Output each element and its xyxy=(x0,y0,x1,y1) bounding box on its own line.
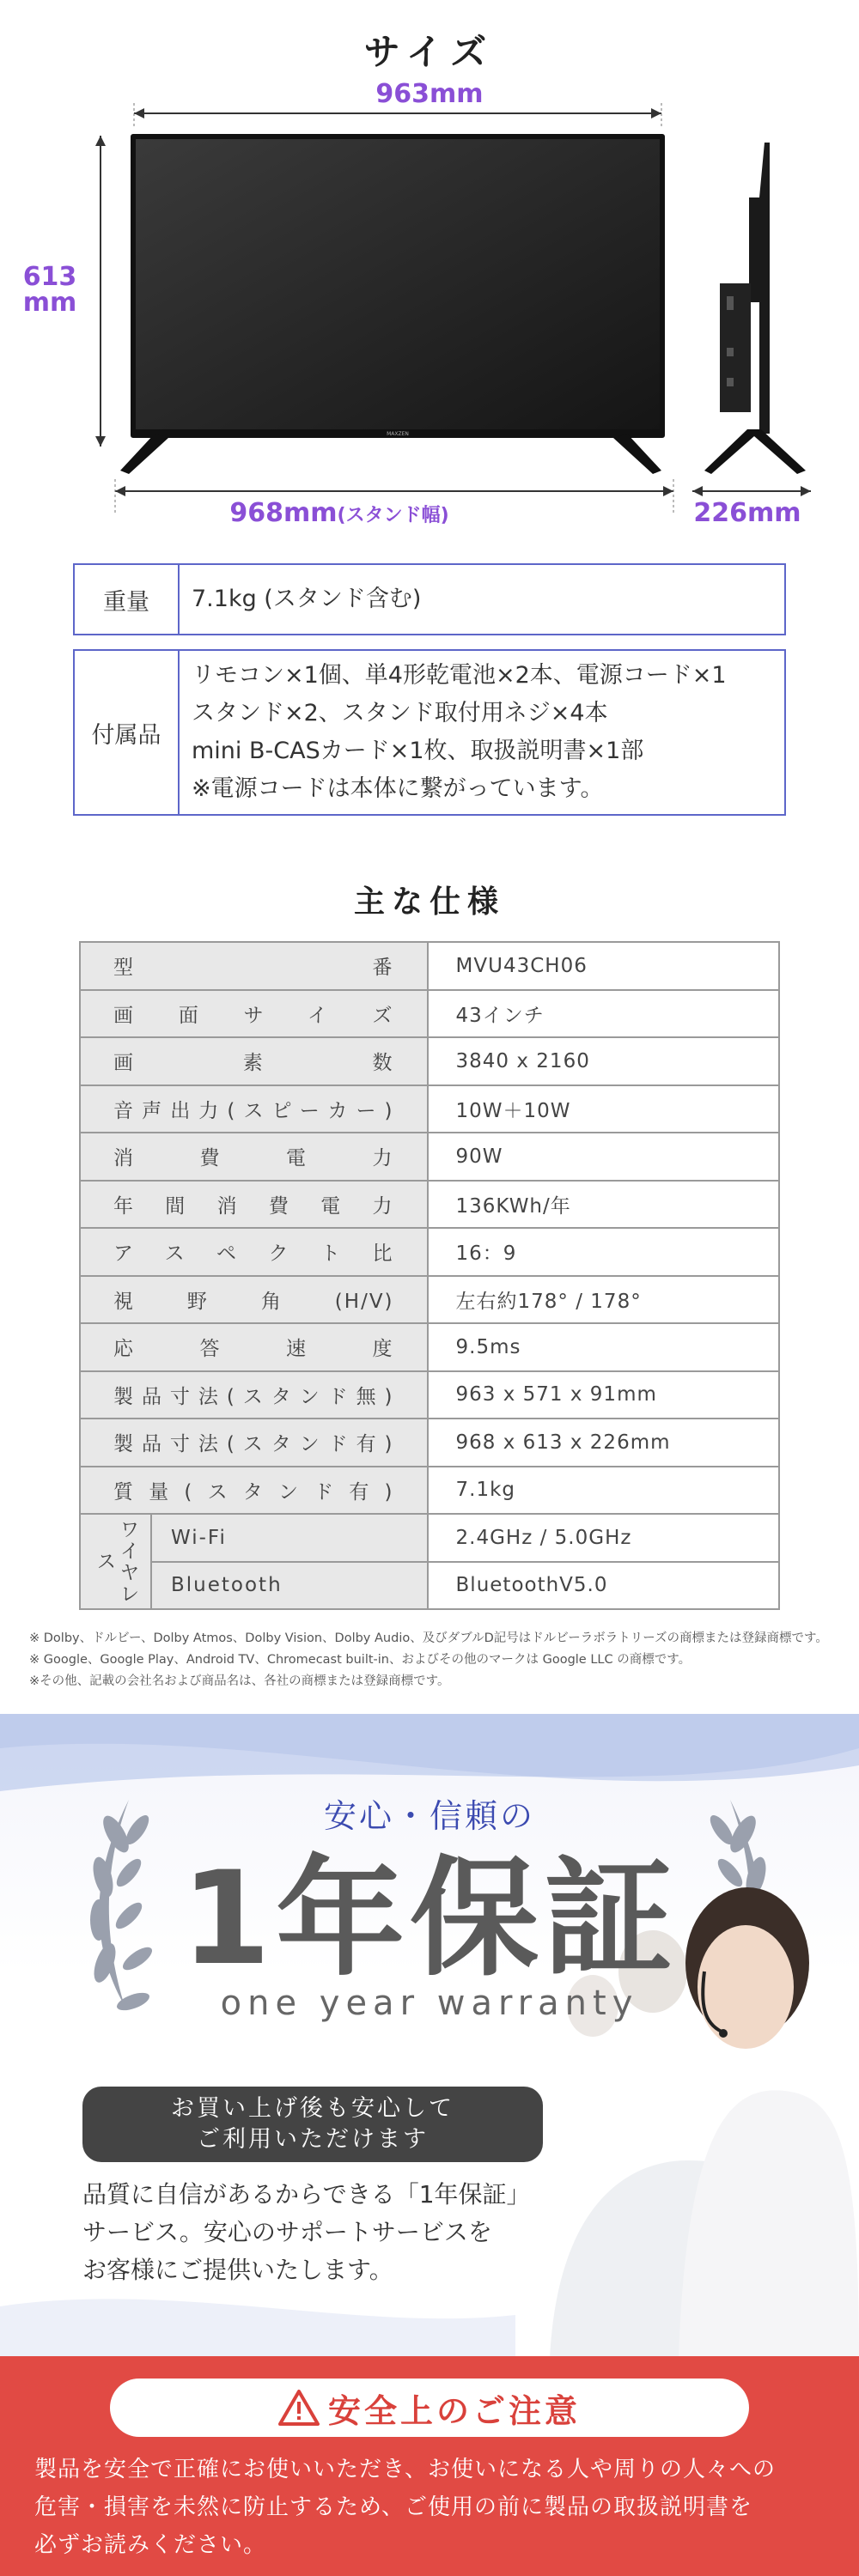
spec-value: 136KWh/年 xyxy=(428,1181,779,1229)
spec-value: 16：9 xyxy=(428,1228,779,1276)
note-line: ※その他、記載の会社名および商品名は、各社の商標または登録商標です。 xyxy=(29,1674,450,1688)
tv-front-illustration xyxy=(120,134,665,474)
height-unit: mm xyxy=(22,288,77,318)
spec-table xyxy=(79,941,780,1610)
size-diagram xyxy=(0,0,859,550)
spec-value: 7.1kg xyxy=(428,1467,779,1515)
brand-mark: MAXZEN xyxy=(387,431,409,437)
table-row xyxy=(80,1467,779,1515)
table-row xyxy=(80,1181,779,1229)
table-row xyxy=(80,1514,779,1562)
table-row xyxy=(80,942,779,990)
spec-value: 90W xyxy=(428,1133,779,1181)
size-title: サイズ xyxy=(363,31,496,73)
spec-value: MVU43CH06 xyxy=(428,942,779,990)
safety-text-line: 必ずお読みください。 xyxy=(34,2532,267,2558)
warranty-desc-line: 品質に自信があるからできる「1年保証」 xyxy=(82,2180,531,2208)
safety-text xyxy=(34,2451,833,2564)
table-row xyxy=(80,1562,779,1610)
weight-table xyxy=(73,563,786,635)
spec-label: 質量(スタンド有) xyxy=(113,1480,394,1504)
accessories-line: ※電源コードは本体に繋がっています。 xyxy=(192,775,604,802)
note-line: ※ Dolby、ドルビー、Dolby Atmos、Dolby Vision、Dolby Audio、及びダブルD記号はドルビーラボラトリーズの商標または登録商標です。 xyxy=(29,1631,828,1645)
spec-value: 968 x 613 x 226mm xyxy=(428,1419,779,1467)
depth-dimension-line xyxy=(692,486,811,496)
assurance-badge xyxy=(82,2087,543,2162)
warranty-desc-line: サービス。安心のサポートサービスを xyxy=(82,2218,492,2246)
safety-title-badge xyxy=(110,2379,749,2437)
spec-title: 主な仕様 xyxy=(353,884,505,920)
spec-label: 型番 xyxy=(113,957,394,980)
spec-label: 画面サイズ xyxy=(113,1004,394,1027)
accessories-line: mini B-CASカード×1枚、取扱説明書×1部 xyxy=(192,738,644,764)
spec-label: 年間消費電力 xyxy=(113,1194,394,1218)
height-value: 613 xyxy=(22,262,77,292)
spec-value: 10W＋10W xyxy=(428,1085,779,1133)
warranty-english: one year warranty xyxy=(220,1984,639,2023)
spec-label: Bluetooth xyxy=(171,1574,283,1597)
table-row xyxy=(80,1276,779,1324)
stand-width-value: 968mm xyxy=(229,498,338,528)
spec-value: 9.5ms xyxy=(428,1323,779,1371)
table-row xyxy=(80,1371,779,1419)
trademark-notes xyxy=(29,1628,837,1692)
spec-label: 画素数 xyxy=(113,1052,394,1075)
accessories-header: 付属品 xyxy=(75,651,180,814)
spec-value: 左右約178° / 178° xyxy=(428,1276,779,1324)
width-dimension-line xyxy=(134,103,661,129)
warranty-subtitle: 安心・信頼の xyxy=(323,1797,535,1835)
spec-label: 製品寸法(スタンド無) xyxy=(113,1385,394,1408)
accessories-line: スタンド×2、スタンド取付用ネジ×4本 xyxy=(192,700,608,726)
warranty-main-title: 1年保証 xyxy=(180,1844,679,1994)
safety-text-line: 製品を安全で正確にお使いいただき、お使いになる人や周りの人々への xyxy=(34,2457,776,2482)
spec-value: BluetoothV5.0 xyxy=(428,1562,779,1610)
spec-label: アスペクト比 xyxy=(113,1242,394,1266)
stand-width-label xyxy=(0,498,679,528)
spec-label: 製品寸法(スタンド有) xyxy=(113,1433,394,1456)
accessories-list xyxy=(180,651,739,814)
spec-label: 視野角(H/V) xyxy=(113,1290,394,1313)
table-row xyxy=(80,1419,779,1467)
accessories-table xyxy=(73,649,786,816)
warranty-description xyxy=(82,2176,632,2289)
width-dimension-label: 963mm xyxy=(375,79,484,109)
assurance-line: ご利用いただけます xyxy=(197,2126,429,2153)
spec-value: 43インチ xyxy=(428,990,779,1038)
spec-label: 応答速度 xyxy=(113,1338,394,1361)
warning-icon xyxy=(278,2389,320,2427)
spec-label: Wi-Fi xyxy=(171,1526,227,1549)
table-row xyxy=(80,990,779,1038)
spec-value: 3840 x 2160 xyxy=(428,1037,779,1085)
weight-header: 重量 xyxy=(75,565,180,634)
table-row xyxy=(80,1323,779,1371)
table-row xyxy=(80,1037,779,1085)
height-dimension-line xyxy=(95,136,106,447)
spec-label: 消費電力 xyxy=(113,1147,394,1170)
wireless-group-label: ワイヤレス xyxy=(93,1518,139,1605)
safety-title: 安全上のご注意 xyxy=(327,2391,581,2430)
spec-value: 963 x 571 x 91mm xyxy=(428,1371,779,1419)
note-line: ※ Google、Google Play、Android TV、Chromecast built-in、およびその他のマークは Google LLC の商標です。 xyxy=(29,1653,691,1667)
spec-value: 2.4GHz / 5.0GHz xyxy=(428,1514,779,1562)
depth-dimension-label: 226mm xyxy=(693,498,801,528)
table-row xyxy=(80,1133,779,1181)
weight-value: 7.1kg (スタンド含む) xyxy=(192,586,422,612)
safety-text-line: 危害・損害を未然に防止するため、ご使用の前に製品の取扱説明書を xyxy=(34,2494,752,2520)
tv-side-illustration xyxy=(704,143,806,474)
warranty-desc-line: お客様にご提供いたします。 xyxy=(82,2256,393,2284)
spec-label: 音声出力(スピーカー) xyxy=(113,1099,394,1122)
table-row xyxy=(80,1085,779,1133)
assurance-line: お買い上げ後も安心して xyxy=(171,2095,454,2122)
accessories-line: リモコン×1個、単4形乾電池×2本、電源コード×1 xyxy=(192,662,727,689)
height-dimension-label xyxy=(15,264,84,316)
stand-width-note: (スタンド幅) xyxy=(337,505,449,526)
table-row xyxy=(80,1228,779,1276)
